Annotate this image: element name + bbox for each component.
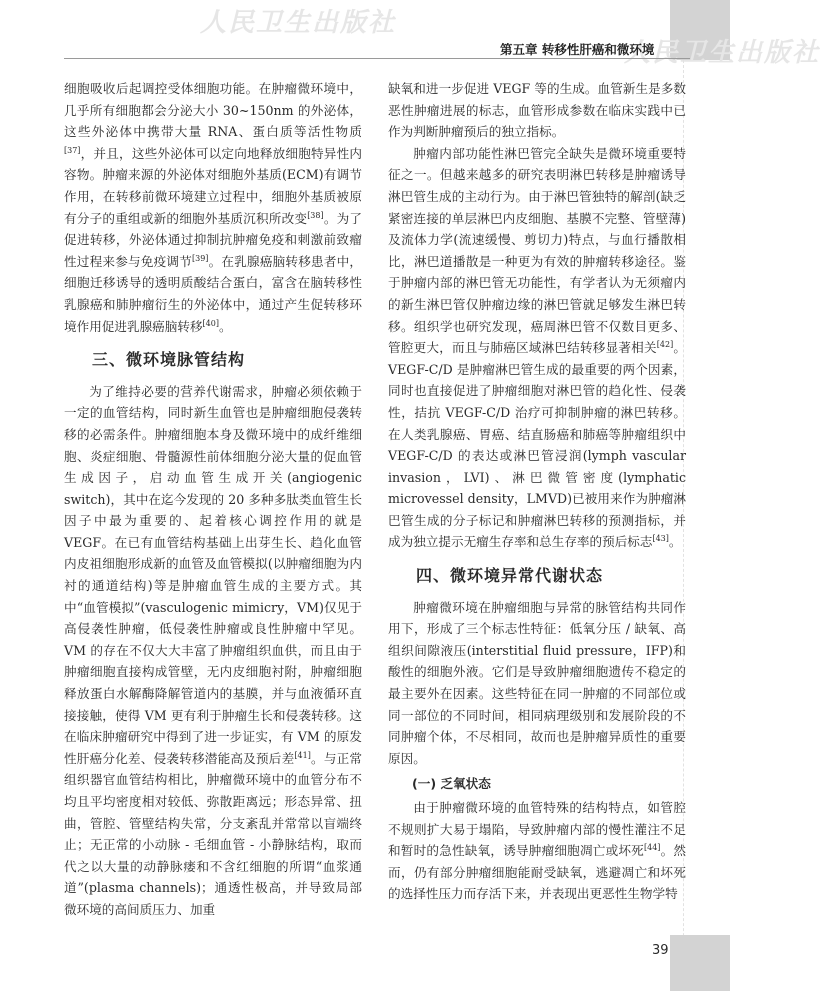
- page-number: 39: [652, 943, 669, 958]
- section-heading: 三、微环境脉管结构: [92, 350, 246, 370]
- paragraph: 肿瘤微环境在肿瘤细胞与异常的脉管结构共同作用下，形成了三个标志性特征：低氧分压 / 缺氧、高组织间隙液压(interstitial fluid pressure，IFP)和酸性的细胞外液。它们是导致肿瘤细胞遗传不稳定的最主要外在因素。这些特征在同一肿瘤的不同部位或同一部位的不同时间，相同病理级别和发展阶段的不同肿瘤个体，不尽相同，故而也是肿瘤异质性的重要原因。: [388, 599, 686, 766]
- paragraph: 缺氧和进一步促进 VEGF 等的生成。血管新生是多数恶性肿瘤进展的标志，血管形成参数在临床实践中已作为判断肿瘤预后的独立指标。: [388, 81, 686, 140]
- citation[interactable]: [41]: [294, 750, 311, 760]
- chapter-header: 第五章 转移性肝癌和微环境: [500, 42, 655, 57]
- subsection-heading: (一) 乏氧状态: [412, 776, 491, 792]
- right-column: [388, 78, 686, 905]
- paragraph: 肿瘤内部功能性淋巴管完全缺失是微环境重要特征之一。但越来越多的研究表明淋巴转移是肿瘤诱导淋巴管生成的主动行为。由于淋巴管独特的解剖(缺乏紧密连接的单层淋巴内皮细胞、基膜不完整、管壁薄)及流体力学(流速缓慢、剪切力)特点，与血行播散相比，淋巴道播散是一种更为有效的肿瘤转移途径。鉴于肿瘤内部的淋巴管无功能性，有学者认为无须瘤内的新生淋巴管仅肿瘤边缘的淋巴管就足够发生淋巴转移。组织学也研究发现，癌周淋巴管不仅数目更多、管腔更大，而且与肺癌区域淋巴结转移显著相关[42]。VEGF-C/D 是肿瘤淋巴管生成的最重要的两个因素，同时也直接促进了肿瘤细胞对淋巴管的趋化性、侵袭性，拮抗 VEGF-C/D 治疗可抑制肿瘤的淋巴转移。在人类乳腺癌、胃癌、结直肠癌和肺癌等肿瘤组织中 VEGF-C/D 的表达或淋巴管浸润(lymph vascular invasion，LVI)、淋巴微管密度(lymphatic microvessel density，LMVD)已被用来作为肿瘤淋巴管生成的分子标记和肿瘤淋巴转移的预测指标，并成为独立提示无瘤生存率和总生存率的预后标志[43]。: [388, 145, 687, 550]
- watermark-edge: 人民卫生出版社: [624, 38, 820, 68]
- citation[interactable]: [37]: [64, 145, 81, 155]
- left-column: [64, 78, 362, 921]
- citation[interactable]: [43]: [652, 534, 669, 544]
- citation[interactable]: [42]: [656, 339, 674, 349]
- corner-tab-bottom: [670, 935, 730, 991]
- header-rule: [64, 58, 690, 59]
- paragraph: 细胞吸收后起调控受体细胞功能。在肿瘤微环境中，几乎所有细胞都会分泌大小 30~150nm 的外泌体，这些外泌体中携带大量 RNA、蛋白质等活性物质[37]，并且，这些外泌体可以定向地释放细胞特异性内容物。肿瘤来源的外泌体对细胞外基质(ECM)有调节作用，在转移前微环境建立过程中，细胞外基质被原有分子的重组或新的细胞外基质沉积所改变[38]。为了促进转移，外泌体通过抑制抗肿瘤免疫和刺激前致瘤性过程来参与免疫调节[39]。在乳腺癌脑转移患者中，细胞迁移诱导的透明质酸结合蛋白，富含在脑转移性乳腺癌和肺肿瘤衍生的外泌体中，通过产生促转移环境作用促进乳腺癌脑转移[40]。: [64, 81, 363, 334]
- citation[interactable]: [40]: [202, 318, 219, 328]
- citation[interactable]: [39]: [192, 253, 209, 263]
- citation[interactable]: [44]: [643, 843, 661, 852]
- watermark: 人民卫生出版社: [200, 8, 397, 38]
- paragraph: 为了维持必要的营养代谢需求，肿瘤必须依赖于一定的血管结构，同时新生血管也是肿瘤细胞侵袭转移的必需条件。肿瘤细胞本身及微环境中的成纤维细胞、炎症细胞、骨髓源性前体细胞分泌大量的促血管生成因子，启动血管生成开关(angiogenic switch)，其中在迄今发现的 20 多种多肽类血管生长因子中最为重要的、起着核心调控作用的就是 VEGF。在已有血管结构基础上出芽生长、趋化血管内皮祖细胞形成新的血管及血管模拟(以肿瘤细胞为内衬的通道结构)等是肿瘤血管生成的主要方式。其中“血管模拟”(vasculogenic mimicry，VM)仅见于高侵袭性肿瘤，低侵袭性肿瘤或良性肿瘤中罕见。VM 的存在不仅大大丰富了肿瘤组织血供，而且由于肿瘤细胞直接构成管壁，无内皮细胞衬附，肿瘤细胞释放蛋白水解酶降解管道内的基膜，并与血液循环直接接触，使得 VM 更有利于肿瘤生长和侵袭转移。这在临床肿瘤研究中得到了进一步证实，有 VM 的原发性肝癌分化差、侵袭转移潜能高及预后差[41]。与正常组织器官血管结构相比，肿瘤微环境中的血管分布不均且平均密度相对较低、弥散距离远；形态异常、扭曲，管腔、管壁结构失常，分支紊乱并常常以盲端终止；无正常的小动脉 - 毛细血管 - 小静脉结构，取而代之以大量的动静脉瘘和不含红细胞的所谓“血浆通道”(plasma channels)；通透性极高，并导致局部微环境的高间质压力、加重: [64, 383, 363, 917]
- citation[interactable]: [38]: [307, 210, 324, 220]
- section-heading: 四、微环境异常代谢状态: [416, 566, 604, 586]
- paragraph: 由于肿瘤微环境的血管特殊的结构特点，如管腔不规则扩大易于塌陷，导致肿瘤内部的慢性灌注不足和暂时的急性缺氧，诱导肿瘤细胞凋亡或坏死[44]。然而，仍有部分肿瘤细胞能耐受缺氧，逃避凋亡和坏死的选择性压力而存活下来，并表现出更恶性生物学特: [388, 800, 687, 902]
